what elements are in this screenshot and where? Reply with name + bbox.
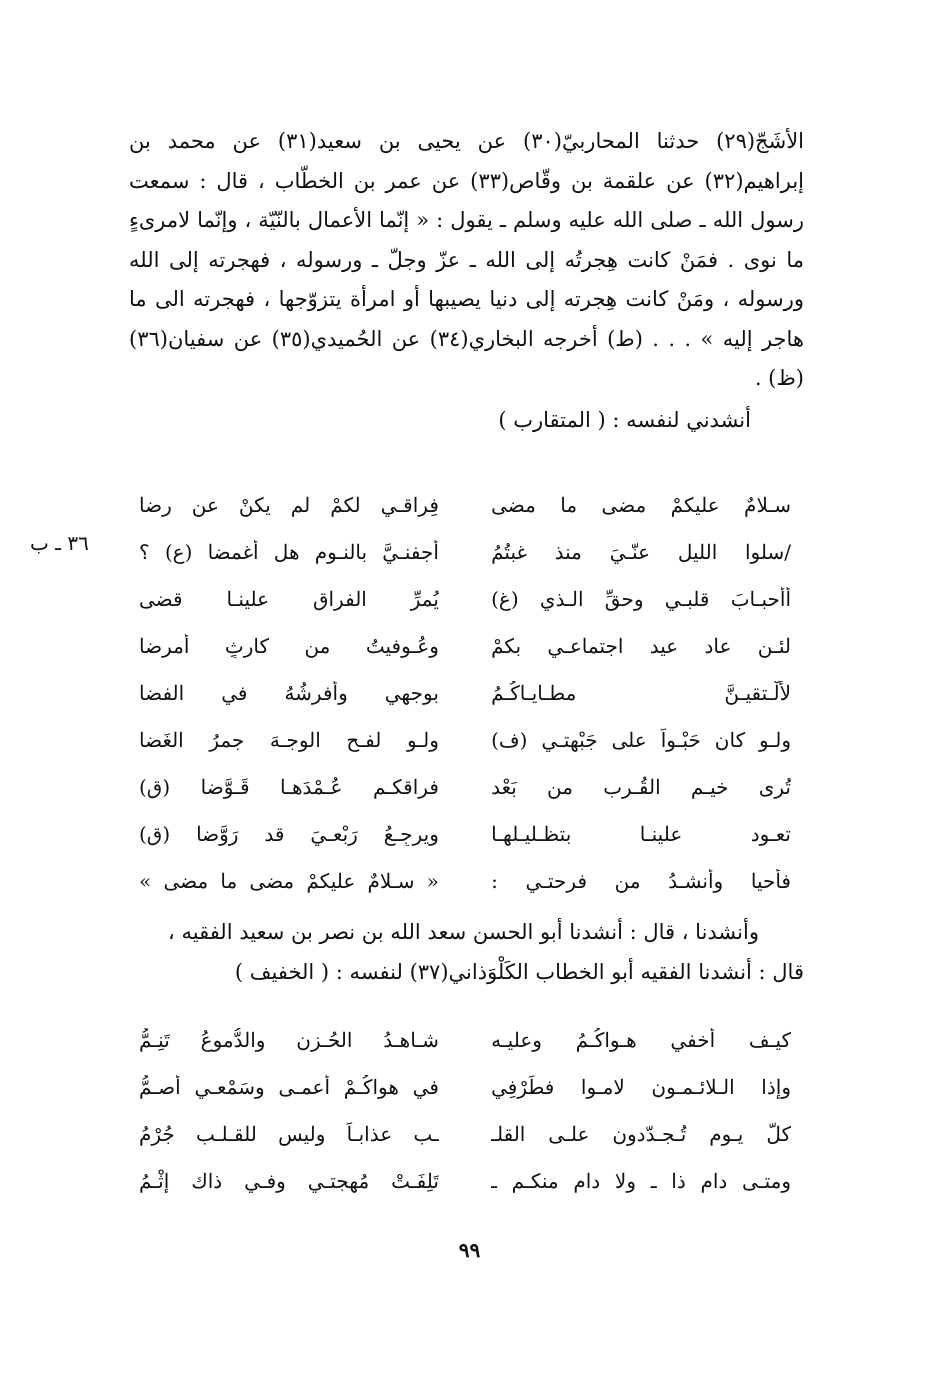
verse (139, 716, 791, 763)
first-hemistich: أأحبـابَ قلبـي وحقِّ الـذي (غ) (491, 586, 791, 611)
first-hemistich: ومتـى دام ذا ـ ولا دام منكـم ـ (491, 1168, 791, 1193)
first-hemistich: وإذا الـلائـمـون لامـوا فطَرْفِي (491, 1074, 791, 1099)
first-hemistich: لئـن عاد عيد اجتماعـي بكمْ (491, 633, 791, 658)
first-hemistich: سـلامٌ عليكمْ مضى ما مضى (491, 492, 791, 517)
verse (139, 810, 791, 857)
second-hemistich: أجفنـيَّ بالنـوم هل أغمضا (ع) ؟ (139, 539, 439, 564)
second-hemistich: فراقكـم عُـمْدَهـا قَـوَّضا (ق) (139, 774, 439, 799)
first-hemistich: تُرى خيـم القُـرب من بَعْد (491, 774, 791, 799)
first-hemistich: كلَّ يـوم تُـجـدّدون علـى القلـ (491, 1121, 791, 1146)
poem-2 (139, 1016, 791, 1204)
first-hemistich: فأحيا وأنشـدُ من فرحتـي : (491, 868, 791, 893)
narration-line-2: قال : أنشدنا الفقيه أبو الخطاب الكَلْوَذاني(٣٧) لنفسه : ( الخفيف ) (234, 960, 804, 984)
poem1-meter-heading: أنشدني لنفسه : ( المتقارب ) (498, 408, 751, 432)
second-hemistich: يُمرِّ الفراق علينـا قضى (139, 586, 439, 611)
verse (139, 1063, 791, 1110)
narration-line-1: وأنشدنا ، قال : أنشدنا أبو الحسن سعد الله بن نصر بن سعيد الفقيه ، (168, 920, 759, 944)
narration-paragraph (129, 912, 804, 992)
second-hemistich: ولـو لفـح الوجـهَ جمرُ الغَضا (139, 727, 439, 752)
verse (139, 1110, 791, 1157)
second-hemistich: ويرجِـعُ رَبْعـيَ قد رَوَّضا (ق) (139, 821, 439, 846)
hadith-text: الأشَجّ(٢٩) حدثنا المحاربيّ(٣٠) عن يحيى بن سعيد(٣١) عن محمد بن إبراهيم(٣٢) عن علقمة بن وقّاص(٣٣) عن عمر بن الخطّاب ، قال : سمعت رسول الله ـ صلى الله عليه وسلم ـ يقول : « إنّما الأعمال بالنّيّة ، وإنّما لامرىءٍ ما نوى . فمَنْ كانت هِجرتُه إلى الله ـ عزّ وجلّ ـ ورسوله ، فهجرته إلى الله ورسوله ، ومَنْ كانت هِجرته إلى دنيا يصيبها أو امرأة يتزوّجها ، فهجرته الى ما هاجر إليه » . . . (ط) أخرجه البخاري(٣٤) عن الحُميدي(٣٥) عن سفيان(٣٦) (ظ) . (129, 129, 805, 390)
second-hemistich: تَلِفَـتْ مُهجتـي وفـي ذاك إثْـمُ (139, 1168, 439, 1193)
verse (139, 622, 791, 669)
verse (139, 669, 791, 716)
first-hemistich: كيـف أخفي هـواكُـمُ وعليـه (491, 1027, 791, 1052)
verse (139, 857, 791, 904)
verse (139, 763, 791, 810)
first-hemistich: /سلوا الليل عنّـيَ منذ غبتُمُ (491, 539, 791, 564)
second-hemistich: بوجهي وأفرشُهُ في الفضا (139, 680, 439, 705)
verse (139, 528, 791, 575)
first-hemistich: ولـو كان حَبْـواً على جَبْهتـي (ف) (491, 727, 791, 752)
manuscript-folio-note: ٣٦ ـ ب (30, 531, 89, 555)
verse (139, 481, 791, 528)
verse (139, 1016, 791, 1063)
first-hemistich: تعـود علينـا بتظـليـلهـا (491, 821, 791, 846)
poem-1 (139, 481, 791, 904)
second-hemistich: في هواكُـمْ أعمـى وسَمْعـي أصـمُّ (139, 1074, 439, 1099)
page-number: ٩٩ (458, 1238, 481, 1262)
second-hemistich: وعُـوفيتُ من كارثٍ أمرضا (139, 633, 439, 658)
second-hemistich: ـب عذابـاً وليس للقـلـب جُرْمُ (139, 1121, 439, 1146)
verse (139, 575, 791, 622)
second-hemistich: شـاهـدُ الحُـزن والدُّموعُ تَنِـمُّ (139, 1027, 439, 1052)
first-hemistich: لأُلْـتقيـنَّ مطـايـاكُـمُ (491, 680, 791, 705)
second-hemistich: « سـلامٌ عليكمْ مضى ما مضى » (139, 868, 439, 893)
verse (139, 1157, 791, 1204)
second-hemistich: فِراقـي لكمْ لم يكنْ عن رِضا (139, 492, 439, 517)
hadith-paragraph (129, 122, 804, 399)
